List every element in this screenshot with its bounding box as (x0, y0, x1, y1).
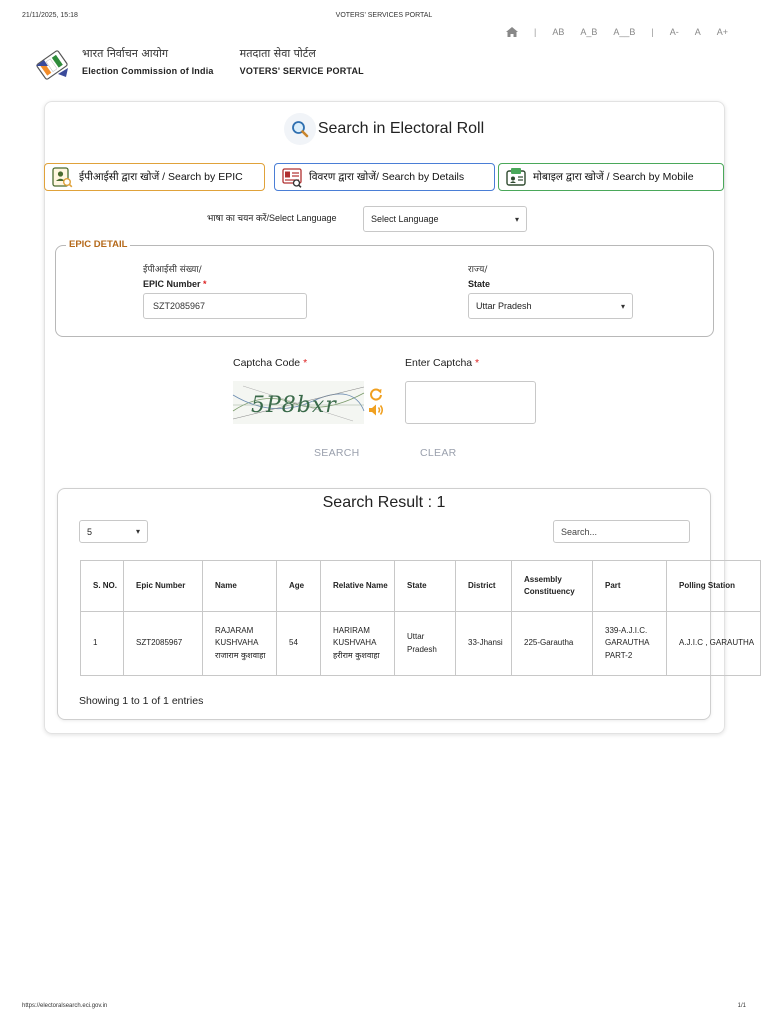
language-selected-value: Select Language (371, 214, 439, 224)
language-select[interactable] (363, 206, 527, 232)
font-decrease-button[interactable]: A- (669, 27, 679, 37)
eci-name-hindi: भारत निर्वाचन आयोग (82, 47, 169, 60)
epic-number-label (143, 262, 207, 289)
captcha-image (233, 381, 364, 424)
epic-detail-fieldset (55, 239, 714, 337)
cell-state: Uttar Pradesh (395, 612, 456, 676)
print-timestamp: 21/11/2025, 15:18 (22, 12, 78, 19)
state-label-hindi: राज्य/ (468, 265, 488, 275)
results-table (80, 560, 761, 676)
col-header-polling-station[interactable]: Polling Station (667, 561, 761, 612)
relative-hindi: हरीराम कुशवाहा (333, 650, 380, 660)
col-header-sno[interactable]: S. NO. (81, 561, 124, 612)
search-tabs (44, 163, 725, 191)
eci-logo[interactable] (32, 46, 72, 82)
captcha-label-text: Captcha Code (233, 357, 301, 369)
tab-label: मोबाइल द्वारा खोजें / Search by Mobile (533, 171, 694, 183)
tab-search-by-epic[interactable] (44, 163, 265, 191)
portal-name-hindi: मतदाता सेवा पोर्टल (239, 47, 316, 60)
print-page-title: VOTERS' SERVICES PORTAL (335, 12, 433, 19)
tab-search-by-mobile[interactable] (498, 163, 724, 191)
cell-age: 54 (277, 612, 321, 676)
enter-captcha-label-text: Enter Captcha (405, 357, 473, 369)
epic-detail-legend: EPIC DETAIL (66, 239, 130, 250)
font-ab-button[interactable]: AB (552, 27, 565, 37)
page-length-select[interactable] (79, 520, 148, 543)
col-header-part[interactable]: Part (593, 561, 667, 612)
state-label (468, 262, 490, 289)
eci-name-english: Election Commission of India (82, 66, 214, 76)
page-length-value: 5 (87, 526, 93, 537)
brand-header (32, 46, 390, 82)
col-header-epic[interactable]: Epic Number (124, 561, 203, 612)
state-selected-value: Uttar Pradesh (476, 301, 532, 311)
col-header-age[interactable]: Age (277, 561, 321, 612)
page-title-row (0, 113, 768, 145)
col-header-name[interactable]: Name (203, 561, 277, 612)
separator: | (651, 27, 654, 37)
table-header-row (81, 561, 761, 612)
cell-epic: SZT2085967 (124, 612, 203, 676)
relative-english: HARIRAM KUSHVAHA (333, 625, 377, 648)
audio-icon[interactable] (368, 403, 386, 417)
tab-label: ईपीआईसी द्वारा खोजें / Search by EPIC (79, 171, 243, 183)
print-url: https://electoralsearch.eci.gov.in (22, 1003, 108, 1009)
state-label-english: State (468, 279, 491, 289)
captcha-text: 5P8bxr (251, 393, 337, 418)
chevron-down-icon: ▾ (620, 301, 625, 311)
tab-label: विवरण द्वारा खोजें/ Search by Details (309, 171, 465, 183)
cell-sno: 1 (81, 612, 124, 676)
search-icon (284, 113, 316, 145)
cell-district: 33-Jhansi (456, 612, 512, 676)
state-select[interactable] (468, 293, 633, 319)
chevron-down-icon: ▾ (514, 214, 519, 224)
tab-search-by-details[interactable] (274, 163, 495, 191)
col-header-state[interactable]: State (395, 561, 456, 612)
clear-button[interactable]: CLEAR (420, 447, 457, 459)
captcha-code-label (233, 357, 307, 369)
font-increase-button[interactable]: A+ (716, 27, 728, 37)
accessibility-bar (506, 27, 728, 37)
mobile-icon (505, 166, 527, 188)
enter-captcha-label (405, 357, 479, 369)
epic-number-value: SZT2085967 (153, 301, 206, 311)
print-header (0, 12, 768, 24)
cell-polling-station: A.J.I.C , GARAUTHA (667, 612, 761, 676)
font-a-b-button[interactable]: A_B (580, 27, 598, 37)
name-hindi: राजाराम कुशवाहा (215, 650, 266, 660)
eci-title-block (82, 46, 214, 76)
table-search-placeholder: Search... (561, 526, 598, 537)
cell-relative (321, 612, 395, 676)
col-header-relative[interactable]: Relative Name (321, 561, 395, 612)
epic-number-input[interactable] (143, 293, 307, 319)
required-marker: * (475, 357, 480, 369)
captcha-input[interactable] (405, 381, 536, 424)
details-icon (281, 166, 303, 188)
language-label: भाषा का चयन करें/Select Language (207, 213, 337, 223)
refresh-icon[interactable] (369, 387, 383, 401)
required-marker: * (303, 357, 308, 369)
epic-label-english (143, 279, 207, 289)
required-marker: * (203, 279, 207, 289)
entries-info: Showing 1 to 1 of 1 entries (79, 695, 204, 707)
font-normal-button[interactable]: A (694, 27, 701, 37)
epic-label-text: EPIC Number (143, 279, 201, 289)
portal-title-block (240, 46, 364, 76)
cell-part: 339-A.J.I.C. GARAUTHA PART-2 (593, 612, 667, 676)
separator: | (533, 27, 537, 37)
home-icon[interactable] (506, 27, 518, 37)
search-result-title: Search Result : 1 (322, 494, 446, 511)
search-button[interactable]: SEARCH (314, 447, 360, 459)
col-header-assembly[interactable]: Assembly Constituency (512, 561, 593, 612)
table-row[interactable] (81, 612, 761, 676)
font-a--b-button[interactable]: A__B (613, 27, 636, 37)
name-english: RAJARAM KUSHVAHA (215, 625, 259, 648)
results-table-wrapper[interactable] (80, 560, 755, 676)
epic-label-hindi: ईपीआईसी संख्या/ (143, 265, 202, 275)
cell-name (203, 612, 277, 676)
portal-name-english: VOTERS' SERVICE PORTAL (239, 66, 364, 76)
page-title: Search in Electoral Roll (317, 120, 485, 137)
print-page-number: 1/1 (737, 1003, 746, 1009)
col-header-district[interactable]: District (456, 561, 512, 612)
table-search-input[interactable] (553, 520, 690, 543)
epic-card-icon (51, 166, 73, 188)
chevron-down-icon: ▾ (135, 527, 140, 536)
cell-assembly: 225-Garautha (512, 612, 593, 676)
